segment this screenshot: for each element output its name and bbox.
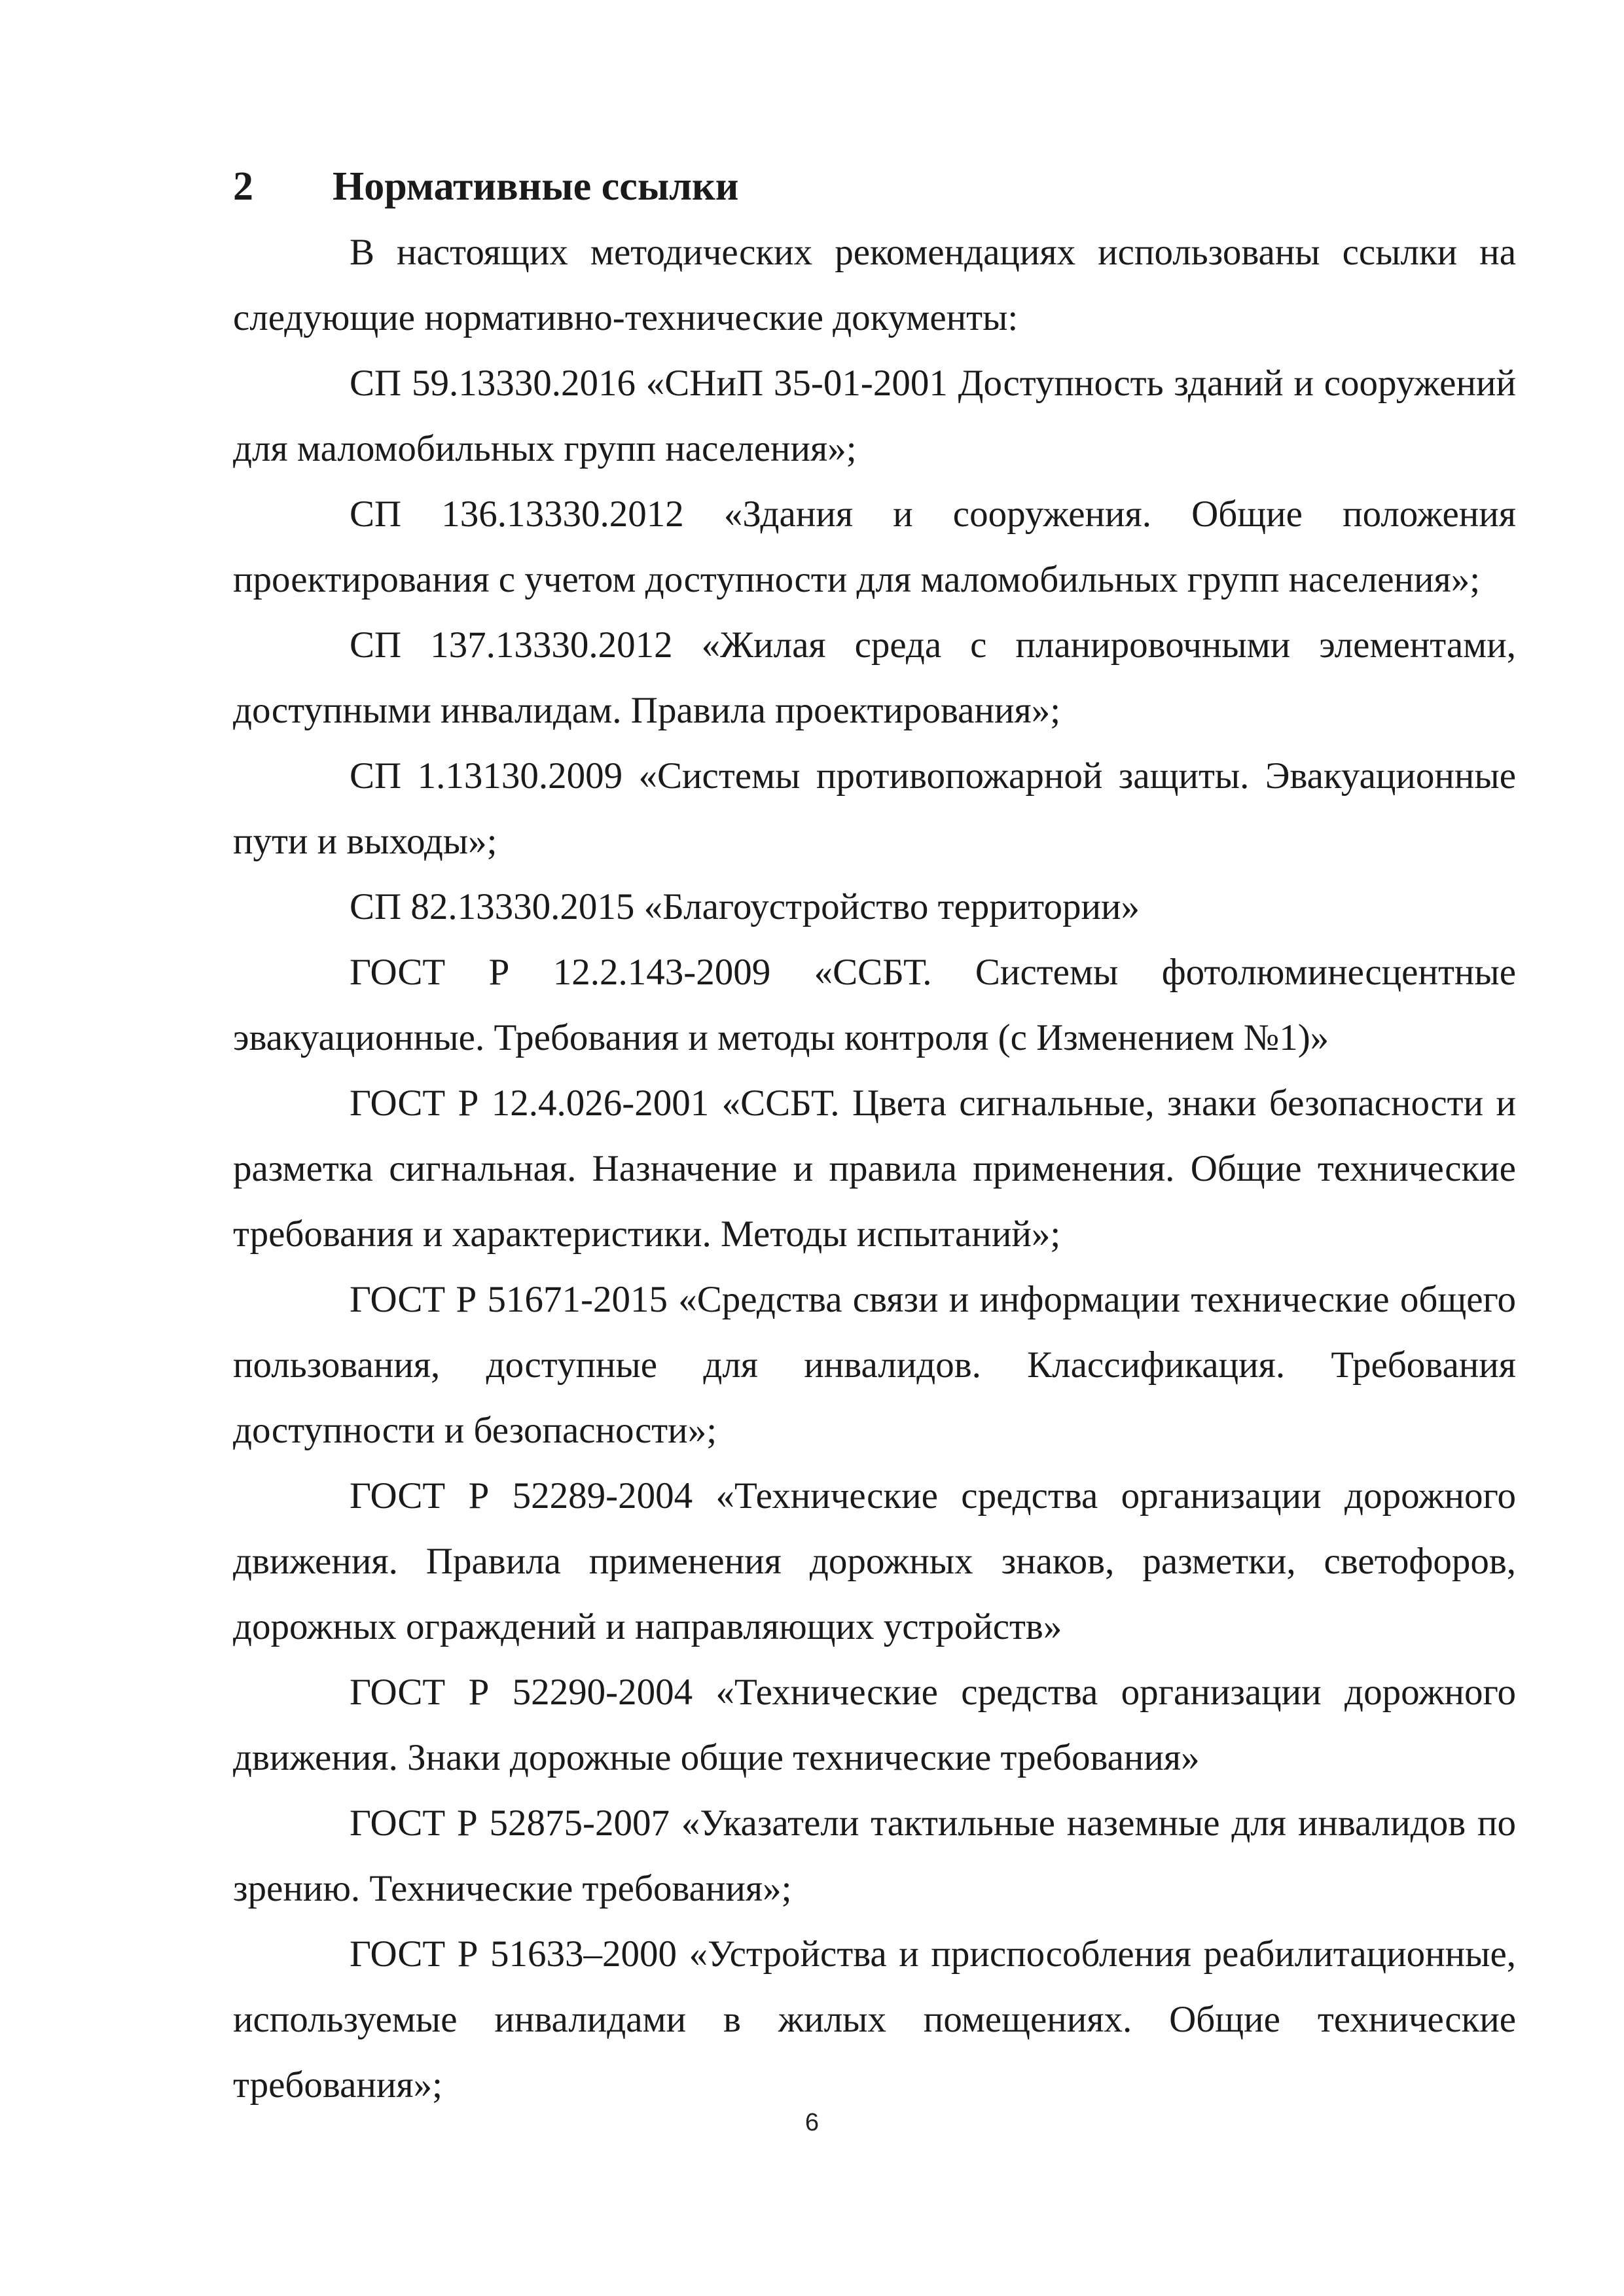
- reference-item: СП 82.13330.2015 «Благоустройство территории»: [350, 886, 1140, 927]
- reference-item: ГОСТ Р 52290-2004 «Технические средства организации дорожного движения. Знаки дорожные общие технические требования»: [233, 1672, 1516, 1778]
- reference-item: ГОСТ Р 52875-2007 «Указатели тактильные наземные для инвалидов по зрению. Технические требования»;: [233, 1803, 1516, 1909]
- reference-item: ГОСТ Р 51671-2015 «Средства связи и информации технические общего пользования, доступные для инвалидов. Классификация. Требования доступности и безопасности»;: [233, 1279, 1516, 1451]
- reference-item: СП 1.13130.2009 «Системы противопожарной защиты. Эвакуационные пути и выходы»;: [233, 755, 1516, 862]
- reference-item: СП 137.13330.2012 «Жилая среда с планировочными элементами, доступными инвалидам. Правила проектирования»;: [233, 624, 1516, 731]
- section-title: Нормативные ссылки: [333, 164, 739, 209]
- page-number: 6: [804, 2109, 820, 2136]
- reference-item: ГОСТ Р 51633–2000 «Устройства и приспособления реабилитационные, используемые инвалидами в жилых помещениях. Общие технические требования»;: [233, 1933, 1516, 2106]
- document-page: [233, 157, 1516, 2118]
- intro-paragraph: В настоящих методических рекомендациях использованы ссылки на следующие нормативно-технические документы:: [233, 232, 1516, 338]
- reference-item: СП 136.13330.2012 «Здания и сооружения. Общие положения проектирования с учетом доступности для маломобильных групп населения»;: [233, 493, 1516, 600]
- reference-item: ГОСТ Р 12.2.143-2009 «ССБТ. Системы фотолюминесцентные эвакуационные. Требования и методы контроля (с Изменением №1)»: [233, 952, 1516, 1058]
- reference-item: ГОСТ Р 12.4.026-2001 «ССБТ. Цвета сигнальные, знаки безопасности и разметка сигнальная. Назначение и правила применения. Общие технические требования и характеристики. Методы испытаний»;: [233, 1083, 1516, 1255]
- section-heading: [233, 157, 1516, 216]
- reference-item: СП 59.13330.2016 «СНиП 35-01-2001 Доступность зданий и сооружений для маломобильных групп населения»;: [233, 363, 1516, 469]
- section-number: 2: [233, 164, 253, 209]
- reference-item: ГОСТ Р 52289-2004 «Технические средства организации дорожного движения. Правила применения дорожных знаков, разметки, светофоров, дорожных ограждений и направляющих устройств»: [233, 1475, 1516, 1647]
